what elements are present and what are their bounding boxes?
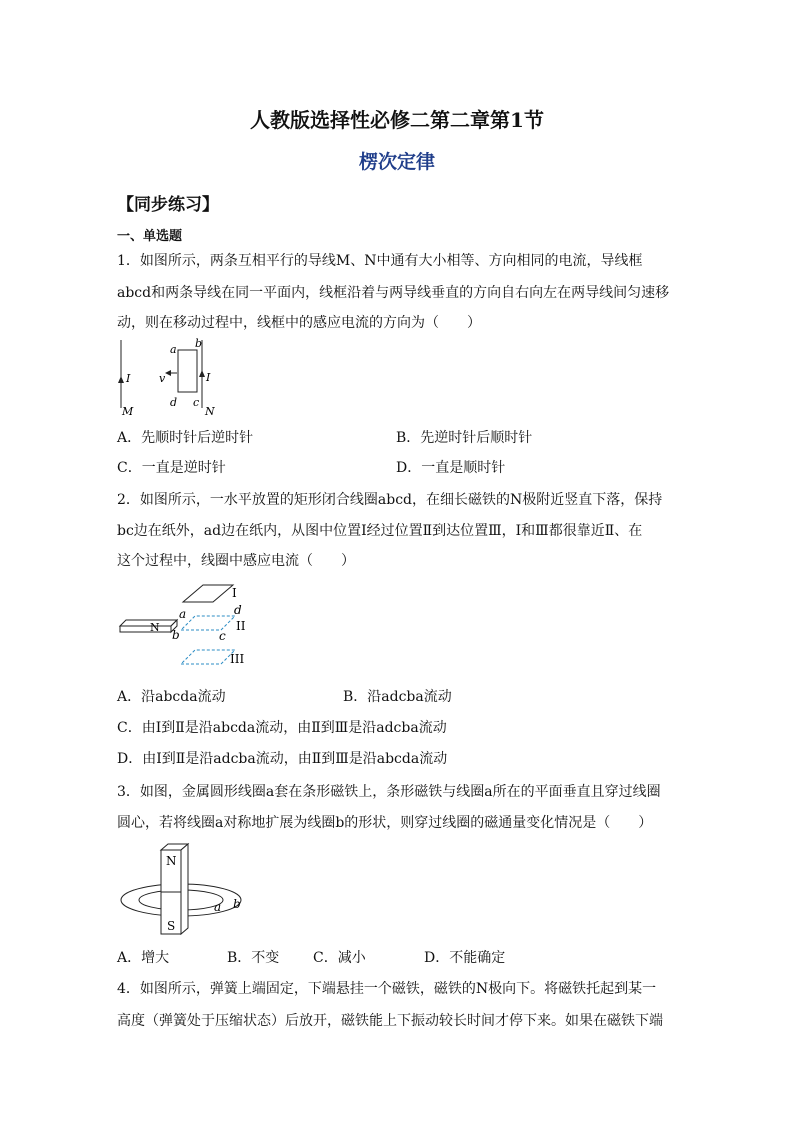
q1-option-c[interactable]: C．一直是逆时针 <box>117 460 226 476</box>
q1-label-v: v <box>159 372 166 385</box>
q1-label-I-right: I <box>206 371 211 384</box>
sub-section-heading: 一、单选题 <box>117 229 183 244</box>
q4-line-2: 高度（弹簧处于压缩状态）后放开，磁铁能上下振动较长时间才停下来。如果在磁铁下端 <box>117 1013 663 1029</box>
q3-label-S: S <box>167 919 176 933</box>
q2-label-b: b <box>172 628 180 642</box>
q3-figure <box>115 838 255 938</box>
q2-option-b[interactable]: B．沿adcba流动 <box>343 689 452 705</box>
q2-label-N: N <box>150 621 160 634</box>
q1-label-d: d <box>170 396 178 409</box>
page-subtitle: 楞次定律 <box>358 151 435 173</box>
q1-option-d[interactable]: D．一直是顺时针 <box>396 460 506 476</box>
q4-line-1: 4．如图所示，弹簧上端固定，下端悬挂一个磁铁，磁铁的N极向下。将磁铁托起到某一 <box>117 981 657 997</box>
q2-label-III: III <box>230 652 245 666</box>
section-heading: 【同步练习】 <box>117 195 219 215</box>
q1-option-a[interactable]: A．先顺时针后逆时针 <box>117 430 254 446</box>
q2-label-a: a <box>179 607 187 621</box>
q1-figure <box>115 336 225 418</box>
q3-option-c[interactable]: C．减小 <box>313 950 366 966</box>
q3-option-a[interactable]: A．增大 <box>117 950 170 966</box>
q3-label-a: a <box>214 900 222 914</box>
q3-label-b: b <box>233 897 241 911</box>
q2-option-c[interactable]: C．由Ⅰ到Ⅱ是沿abcda流动，由Ⅱ到Ⅲ是沿adcba流动 <box>117 720 447 736</box>
q2-line-1: 2．如图所示，一水平放置的矩形闭合线圈abcd，在细长磁铁的N极附近竖直下落，保持 <box>117 492 663 508</box>
q2-option-a[interactable]: A．沿abcda流动 <box>117 689 226 705</box>
q1-line-2: abcd和两条导线在同一平面内，线框沿着与两导线垂直的方向自右向左在两导线间匀速移 <box>117 285 670 301</box>
q2-line-2: bc边在纸外，ad边在纸内，从图中位置Ⅰ经过位置Ⅱ到达位置Ⅲ，Ⅰ和Ⅲ都很靠近Ⅱ、在 <box>117 523 643 539</box>
q1-line-1: 1．如图所示，两条互相平行的导线M、N中通有大小相等、方向相同的电流，导线框 <box>117 253 643 269</box>
q1-label-I-left: I <box>126 372 131 385</box>
q3-line-2: 圆心，若将线圈a对称地扩展为线圈b的形状，则穿过线圈的磁通量变化情况是（ ） <box>117 815 653 831</box>
q3-option-b[interactable]: B．不变 <box>227 950 280 966</box>
q1-label-M: M <box>122 405 134 418</box>
q1-label-a: a <box>170 343 177 356</box>
page-title: 人教版选择性必修二第二章第1节 <box>250 108 544 132</box>
q1-option-b[interactable]: B．先逆时针后顺时针 <box>396 430 533 446</box>
q3-line-1: 3．如图，金属圆形线圈a套在条形磁铁上，条形磁铁与线圈a所在的平面垂直且穿过线圈 <box>117 784 661 800</box>
q3-label-N: N <box>166 854 177 868</box>
q2-label-II: II <box>236 619 246 633</box>
q2-label-d: d <box>234 603 242 617</box>
q2-figure <box>115 580 260 672</box>
q1-label-N: N <box>205 405 215 418</box>
q3-option-d[interactable]: D．不能确定 <box>424 950 506 966</box>
q1-line-3: 动，则在移动过程中，线框中的感应电流的方向为（ ） <box>117 315 481 331</box>
q2-label-I: I <box>232 586 237 600</box>
q1-label-b: b <box>195 337 203 350</box>
q2-line-3: 这个过程中，线圈中感应电流（ ） <box>117 553 355 569</box>
q1-label-c: c <box>193 396 200 409</box>
q2-option-d[interactable]: D．由Ⅰ到Ⅱ是沿adcba流动，由Ⅱ到Ⅲ是沿abcda流动 <box>117 751 448 767</box>
q2-label-c: c <box>219 629 226 643</box>
